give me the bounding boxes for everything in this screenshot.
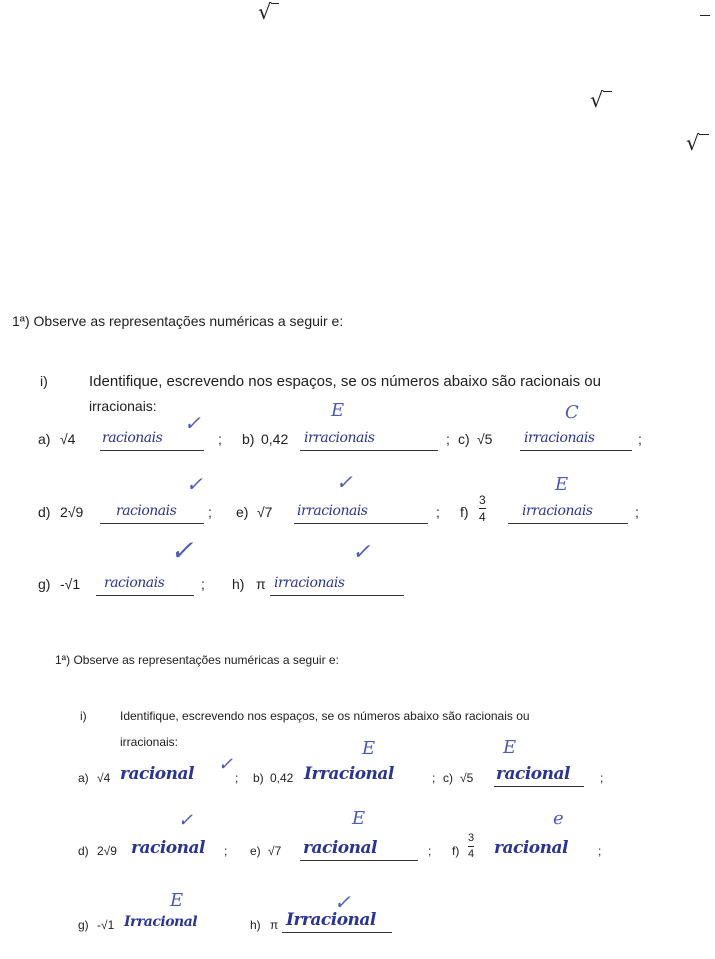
handwritten-answer: irracionais [524, 430, 595, 446]
grading-mark: ✓ [352, 540, 371, 565]
item-number: i) [40, 373, 48, 389]
answer-line [100, 523, 204, 524]
question-label: d) [38, 504, 51, 520]
question-label: h) [250, 918, 261, 932]
handwritten-answer: racional [303, 838, 377, 858]
answer-line [100, 450, 204, 451]
question-expression: π [270, 918, 279, 932]
question-label: b) [253, 771, 264, 785]
question-expression: √4 [97, 771, 111, 785]
question-label: b) [242, 431, 255, 447]
separator: ; [638, 431, 642, 447]
separator: ; [432, 771, 436, 785]
handwritten-answer: irracionais [297, 503, 368, 519]
separator: ; [598, 844, 602, 858]
answer-line [282, 932, 392, 933]
handwritten-answer: racional [120, 764, 194, 784]
fraction-bar [468, 846, 474, 847]
handwritten-answer: Irracional [304, 764, 394, 784]
handwritten-answer: racional [494, 838, 568, 858]
handwritten-answer: racional [496, 764, 570, 784]
sqrt-symbol: √ [590, 88, 604, 112]
grading-mark: ✓ [218, 754, 234, 775]
handwritten-answer: irracionais [522, 503, 593, 519]
grading-mark: ✓ [184, 411, 201, 435]
instruction-line-1: Identifique, escrevendo nos espaços, se os números abaixo são racionais ou [89, 373, 601, 390]
sqrt-symbol: √ [258, 0, 272, 24]
separator: ; [208, 504, 212, 520]
handwritten-answer: Irracional [124, 914, 198, 930]
answer-line [294, 523, 428, 524]
question-label: c) [443, 771, 453, 785]
question-fraction [468, 833, 474, 860]
grading-mark: E [352, 808, 366, 829]
sqrt-symbol: √ [686, 131, 700, 155]
instruction-line-2: irracionais: [120, 735, 179, 749]
sqrt-bar [699, 134, 709, 135]
answer-line [270, 595, 404, 596]
instruction-line-1: Identifique, escrevendo nos espaços, se os números abaixo são racionais ou [120, 709, 530, 723]
question-expression: √5 [460, 771, 474, 785]
grading-mark: ✓ [336, 470, 353, 494]
item-number: i) [80, 709, 87, 723]
grading-mark: E [331, 400, 345, 421]
question-fraction [479, 494, 486, 523]
question-expression: 2√9 [60, 504, 84, 520]
fraction-denominator: 4 [468, 848, 475, 860]
grading-mark: ✓ [186, 472, 203, 496]
handwritten-answer: racional [131, 838, 205, 858]
sqrt-bar [603, 91, 612, 92]
question-label: f) [452, 844, 460, 858]
grading-mark: E [170, 890, 184, 911]
grading-mark: ✓ [334, 890, 351, 914]
question-label: g) [38, 576, 51, 592]
grading-mark: E [503, 737, 517, 758]
answer-line [520, 450, 632, 451]
separator: ; [428, 844, 432, 858]
grading-mark: e [553, 808, 564, 829]
answer-line [300, 450, 438, 451]
answer-line [300, 860, 418, 861]
separator: ; [436, 504, 440, 520]
separator: ; [224, 844, 228, 858]
answer-line [494, 786, 584, 787]
question-label: f) [460, 504, 469, 520]
handwritten-answer: Irracional [286, 910, 376, 930]
separator: ; [446, 431, 450, 447]
question-label: a) [38, 431, 51, 447]
question-expression: -√1 [60, 576, 81, 592]
separator: ; [600, 771, 604, 785]
answer-line [508, 523, 628, 524]
question-expression: 0,42 [270, 771, 294, 785]
sqrt-bar [271, 3, 279, 4]
separator: ; [235, 771, 239, 785]
instruction-line-2: irracionais: [89, 398, 157, 414]
handwritten-answer: irracionais [304, 430, 375, 446]
question-expression: √4 [60, 431, 76, 447]
handwritten-answer: irracionais [274, 575, 345, 591]
grading-mark: E [555, 474, 569, 495]
separator: ; [218, 431, 222, 447]
exercise-heading: 1ª) Observe as representações numéricas a seguir e: [12, 313, 344, 329]
question-expression: π [256, 576, 266, 592]
grading-mark: E [362, 738, 376, 759]
grading-mark: C [565, 402, 579, 423]
handwritten-answer: racionais [116, 503, 177, 519]
handwritten-answer: racionais [102, 430, 163, 446]
question-label: h) [232, 576, 245, 592]
question-label: c) [458, 431, 470, 447]
fraction-numerator: 3 [468, 832, 475, 844]
fraction-bar-fragment [700, 15, 710, 16]
grading-mark: ✓ [170, 534, 194, 567]
question-label: e) [236, 504, 249, 520]
handwritten-answer: racionais [104, 575, 165, 591]
question-label: g) [78, 918, 89, 932]
answer-line [96, 595, 194, 596]
question-expression: 0,42 [261, 431, 289, 447]
separator: ; [201, 576, 205, 592]
fraction-denominator: 4 [479, 510, 486, 524]
question-label: d) [78, 844, 89, 858]
question-expression: 2√9 [97, 844, 117, 858]
question-label: e) [250, 844, 261, 858]
separator: ; [635, 504, 639, 520]
fraction-bar [479, 508, 486, 509]
grading-mark: ✓ [178, 810, 194, 831]
question-expression: √7 [257, 504, 273, 520]
question-label: a) [78, 771, 89, 785]
exercise-heading: 1ª) Observe as representações numéricas a seguir e: [55, 653, 339, 667]
question-expression: -√1 [97, 918, 115, 932]
question-expression: √5 [477, 431, 493, 447]
question-expression: √7 [268, 844, 282, 858]
fraction-numerator: 3 [479, 493, 486, 507]
